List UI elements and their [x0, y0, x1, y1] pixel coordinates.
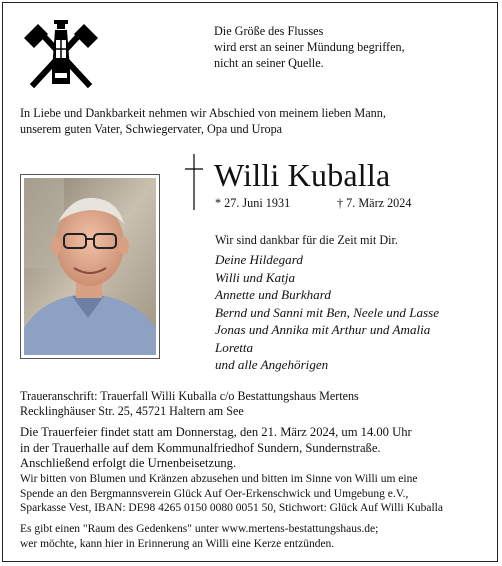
memorial-note: [20, 522, 492, 551]
family-list: [215, 251, 439, 374]
donation-line: Sparkasse Vest, IBAN: DE98 4265 0150 0080 0051 50, Stichwort: Glück Auf Willi Kuballa: [20, 502, 443, 515]
family-member: Willi und Katja: [215, 269, 296, 285]
motto-line: nicht an seiner Quelle.: [214, 55, 324, 70]
family-member: Annette und Burkhard: [215, 287, 331, 302]
deceased-name: Willi Kuballa: [214, 157, 391, 193]
mourning-address: [20, 389, 359, 419]
family-member: Jonas und Annika mit Arthur und Amalia: [215, 322, 431, 337]
memorial-line: Es gibt einen "Raum des Gedenkens" unter www.mertens-bestattungshaus.de;: [20, 523, 379, 535]
intro-line: unserem guten Vater, Schwiegervater, Opa und Uropa: [20, 121, 283, 136]
family-member: Loretta: [215, 339, 254, 355]
donation-line: Wir bitten von Blumen und Kränzen abzusehen und bitten im Sinne von Willi um eine: [20, 473, 418, 485]
motto-line: wird erst an seiner Mündung begriffen,: [214, 39, 405, 54]
ceremony-line: in der Trauerhalle auf dem Kommunalfriedhof Sundern, Sundernstraße.: [20, 440, 381, 455]
family-member: Bernd und Sanni mit Ben, Neele und Lasse: [215, 304, 440, 320]
address-line: Recklinghäuser Str. 25, 45721 Haltern am See: [20, 404, 244, 419]
intro-line: In Liebe und Dankbarkeit nehmen wir Abschied von meinem lieben Mann,: [20, 106, 386, 120]
cross-icon: [183, 154, 205, 210]
motto-quote: [214, 24, 405, 71]
donation-request: [20, 472, 492, 516]
intro-text: [20, 106, 490, 138]
funeral-ceremony-info: [20, 425, 490, 472]
motto-line: Die Größe des Flusses: [214, 24, 324, 38]
family-member: Deine Hildegard: [215, 252, 303, 267]
portrait-photo: [20, 174, 160, 359]
ceremony-line: Anschließend erfolgt die Urnenbeisetzung.: [20, 456, 237, 471]
thanks-line: Wir sind dankbar für die Zeit mit Dir.: [215, 233, 398, 247]
birth-date: * 27. Juni 1931: [215, 196, 291, 210]
memorial-line: wer möchte, kann hier in Erinnerung an Willi eine Kerze entzünden.: [20, 537, 335, 550]
address-line: Traueranschrift: Trauerfall Willi Kuballa c/o Bestattungshaus Mertens: [20, 389, 359, 403]
family-member: und alle Angehörigen: [215, 357, 329, 372]
donation-line: Spende an den Bergmannsverein Glück Auf Oer-Erkenschwick und Umgebung e.V.,: [20, 487, 409, 500]
ceremony-line: Die Trauerfeier findet statt am Donnerstag, den 21. März 2024, um 14.00 Uhr: [20, 425, 412, 439]
miners-emblem-icon: [22, 16, 100, 94]
death-date: † 7. März 2024: [337, 196, 412, 210]
